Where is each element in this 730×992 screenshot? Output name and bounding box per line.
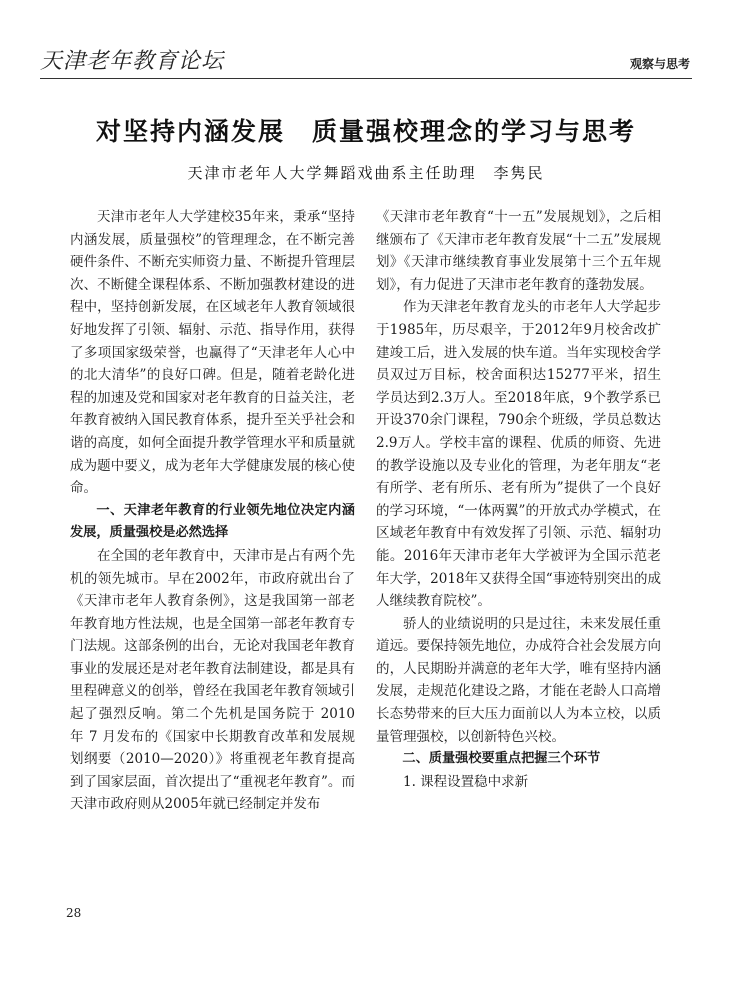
- right-column: [376, 206, 661, 793]
- article-title: 对坚持内涵发展 质量强校理念的学习与思考: [95, 117, 636, 146]
- paragraph: 在全国的老年教育中，天津市是占有两个先机的领先城市。早在2002年，市政府就出台了《天津市老年人教育条例》，这是我国第一部老年教育地方性法规，也是全国第一部老年教育专门法规。这部条例的出台，无论对我国老年教育事业的发展还是对老年教育法制建设，都是具有里程碑意义的创举，曾经在我国老年教育领域引起了强烈反响。第二个先机是国务院于 2010 年 7 月发布的《国家中长期教育改革和发展规划纲要（2010—2020）》将重视老年教育提高到了国家层面，首次提出了“重视老年教育”。而天津市政府则从2005年就已经制定并发布: [70, 547, 355, 813]
- journal-logo: 天津老年教育论坛: [40, 49, 225, 74]
- article-byline: 天津市老年人大学舞蹈戏曲系主任助理 李隽民: [187, 164, 545, 182]
- left-column: [70, 206, 355, 816]
- masthead: [40, 42, 690, 76]
- paragraph: 作为天津老年教育龙头的市老年人大学起步于1985年，历尽艰辛，于2012年9月校舍改扩建竣工后，进入发展的快车道。当年实现校舍学员双过万目标，校舍面积达15277平米，招生学员达到2.3万人。至2018年底，9个教学系已开设370余门课程，790余个班级，学员总数达2.9万人。学校丰富的课程、优质的师资、先进的教学设施以及专业化的管理，为老年朋友“老有所学、老有所乐、老有所为”提供了一个良好的学习环境，“一体两翼”的开放式办学模式，在区域老年教育中有效发挥了引领、示范、辐射功能。2016年天津市老年大学被评为全国示范老年大学，2018年又获得全国“事迹特别突出的成人继续教育院校”。: [376, 299, 661, 610]
- section-label: 观察与思考: [629, 57, 690, 71]
- paragraph: 骄人的业绩说明的只是过往，未来发展任重道远。要保持领先地位，办成符合社会发展方向的，人民期盼并满意的老年大学，唯有坚持内涵发展，走规范化建设之路，才能在老龄人口高增长态势带来的巨大压力面前以人为本立校，以质量管理强校，以创新特色兴校。: [376, 615, 661, 745]
- section-heading: 一、天津老年教育的行业领先地位决定内涵发展，质量强校是必然选择: [70, 502, 355, 541]
- paragraph: 《天津市老年教育“十一五”发展规划》，之后相继颁布了《天津市老年教育发展“十二五”发展规划》《天津市继续教育事业发展第十三个五年规划》，有力促进了天津市老年教育的蓬勃发展。: [376, 209, 661, 293]
- section-heading: 二、质量强校要重点把握三个环节: [402, 751, 601, 767]
- paragraph: 天津市老年人大学建校35年来，秉承“坚持内涵发展，质量强校”的管理理念，在不断完善硬件条件、不断充实师资力量、不断提升管理层次、不断健全课程体系、不断加强教材建设的进程中，坚持创新发展，在区域老年人教育领域很好地发挥了引领、辐射、示范、指导作用，获得了多项国家级荣誉，也赢得了“天津老年人心中的北大清华”的良好口碑。但是，随着老龄化进程的加速及党和国家对老年教育的日益关注，老年教育被纳入国民教育体系，提升至关乎社会和谐的高度，如何全面提升教学管理水平和质量就成为题中要义，成为老年大学健康发展的核心使命。: [70, 209, 355, 497]
- subsection-heading: 1. 课程设置稳中求新: [403, 773, 529, 790]
- page-number: 28: [66, 906, 82, 920]
- header-rule: [40, 78, 692, 79]
